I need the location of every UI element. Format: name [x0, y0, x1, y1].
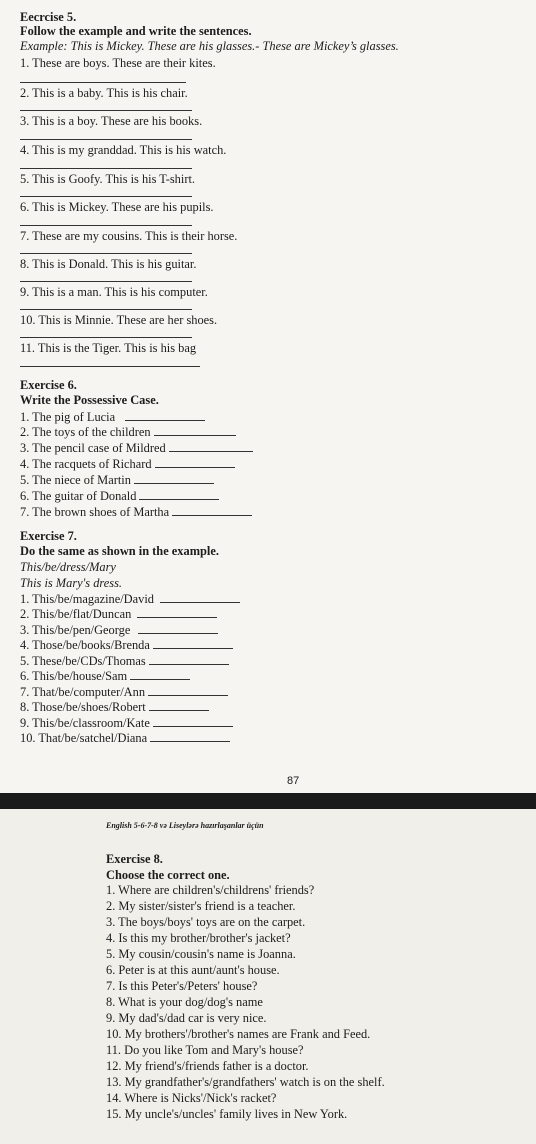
- book-header: English 5-6-7-8 və Liseylərə hazırlaşanlar üçün: [106, 821, 264, 830]
- exercise-5-item: 1. These are boys. These are their kites.: [20, 56, 216, 70]
- page-number: 87: [287, 775, 300, 787]
- exercise-6-instruction: Write the Possessive Case.: [20, 393, 159, 407]
- exercise-8-title: Exercise 8.: [106, 852, 163, 866]
- exercise-8-item: 12. My friend's/friends father is a doctor.: [106, 1059, 309, 1073]
- exercise-5-item: 10. This is Minnie. These are her shoes.: [20, 313, 218, 327]
- exercise-5-example: Example: This is Mickey. These are his glasses.- These are Mickey’s glasses.: [20, 39, 399, 53]
- exercise-5-item: 5. This is Goofy. This is his T-shirt.: [20, 172, 195, 186]
- exercise-8-item: 2. My sister/sister's friend is a teacher.: [106, 899, 296, 913]
- exercise-7-item: 8. Those/be/shoes/Robert: [20, 700, 209, 714]
- exercise-5-item: 8. This is Donald. This is his guitar.: [20, 257, 197, 271]
- exercise-7-item: 6. This/be/house/Sam: [20, 669, 190, 683]
- exercise-5-item: 3. This is a boy. These are his books.: [20, 114, 203, 128]
- exercise-6-item: 5. The niece of Martin: [20, 473, 214, 487]
- answer-line: [20, 82, 186, 83]
- answer-line: [20, 281, 192, 282]
- answer-line: [20, 225, 192, 226]
- exercise-7-example-prompt: This/be/dress/Mary: [20, 560, 116, 574]
- exercise-8-item: 8. What is your dog/dog's name: [106, 995, 263, 1009]
- exercise-8-item: 10. My brothers'/brother's names are Frank and Feed.: [106, 1027, 371, 1041]
- exercise-7-item: 4. Those/be/books/Brenda: [20, 638, 233, 652]
- answer-line: [20, 253, 192, 254]
- exercise-7-instruction: Do the same as shown in the example.: [20, 544, 219, 558]
- exercise-5-instruction: Follow the example and write the sentences.: [20, 24, 252, 38]
- exercise-5-item: 11. This is the Tiger. This is his bag: [20, 341, 197, 355]
- exercise-8-item: 3. The boys/boys' toys are on the carpet.: [106, 915, 306, 929]
- exercise-5-item: 7. These are my cousins. This is their horse.: [20, 229, 238, 243]
- exercise-6-item: 2. The toys of the children: [20, 425, 236, 439]
- exercise-7-example-answer: This is Mary's dress.: [20, 576, 123, 590]
- answer-line: [20, 309, 192, 310]
- exercise-7-item: 3. This/be/pen/George: [20, 623, 218, 637]
- exercise-7-item: 2. This/be/flat/Duncan: [20, 607, 217, 621]
- answer-line: [20, 196, 192, 197]
- answer-line: [20, 139, 192, 140]
- exercise-6-item: 1. The pig of Lucia: [20, 410, 205, 424]
- exercise-8-item: 1. Where are children's/childrens' friends?: [106, 883, 315, 897]
- exercise-8-item: 11. Do you like Tom and Mary's house?: [106, 1043, 304, 1057]
- exercise-5-item: 6. This is Mickey. These are his pupils.: [20, 200, 214, 214]
- exercise-8-item: 7. Is this Peter's/Peters' house?: [106, 979, 258, 993]
- exercise-7-item: 7. That/be/computer/Ann: [20, 685, 228, 699]
- answer-line: [20, 168, 192, 169]
- page-divider: [0, 793, 536, 809]
- exercise-5-item: 9. This is a man. This is his computer.: [20, 285, 208, 299]
- exercise-6-title: Exercise 6.: [20, 378, 77, 392]
- answer-line: [20, 337, 192, 338]
- exercise-7-item: 9. This/be/classroom/Kate: [20, 716, 233, 730]
- answer-line: [20, 366, 200, 367]
- exercise-7-item: 5. These/be/CDs/Thomas: [20, 654, 229, 668]
- exercise-6-item: 4. The racquets of Richard: [20, 457, 235, 471]
- exercise-8-item: 14. Where is Nicks'/Nick's racket?: [106, 1091, 277, 1105]
- exercise-5-item: 4. This is my granddad. This is his watch.: [20, 143, 227, 157]
- exercise-6-item: 3. The pencil case of Mildred: [20, 441, 253, 455]
- exercise-8-item: 9. My dad's/dad car is very nice.: [106, 1011, 267, 1025]
- exercise-8-item: 13. My grandfather's/grandfathers' watch is on the shelf.: [106, 1075, 385, 1089]
- exercise-8-item: 15. My uncle's/uncles' family lives in New York.: [106, 1107, 348, 1121]
- exercise-7-item: 1. This/be/magazine/David: [20, 592, 240, 606]
- exercise-8-item: 5. My cousin/cousin's name is Joanna.: [106, 947, 296, 961]
- textbook-page-88: [0, 809, 536, 1144]
- exercise-8-item: 4. Is this my brother/brother's jacket?: [106, 931, 291, 945]
- exercise-5-title: Eecrcise 5.: [20, 10, 77, 24]
- exercise-6-item: 7. The brown shoes of Martha: [20, 505, 252, 519]
- exercise-7-item: 10. That/be/satchel/Diana: [20, 731, 230, 745]
- answer-line: [20, 110, 192, 111]
- exercise-7-title: Exercise 7.: [20, 529, 77, 543]
- exercise-8-instruction: Choose the correct one.: [106, 868, 230, 882]
- exercise-8-item: 6. Peter is at this aunt/aunt's house.: [106, 963, 280, 977]
- exercise-5-item: 2. This is a baby. This is his chair.: [20, 86, 188, 100]
- exercise-6-item: 6. The guitar of Donald: [20, 489, 219, 503]
